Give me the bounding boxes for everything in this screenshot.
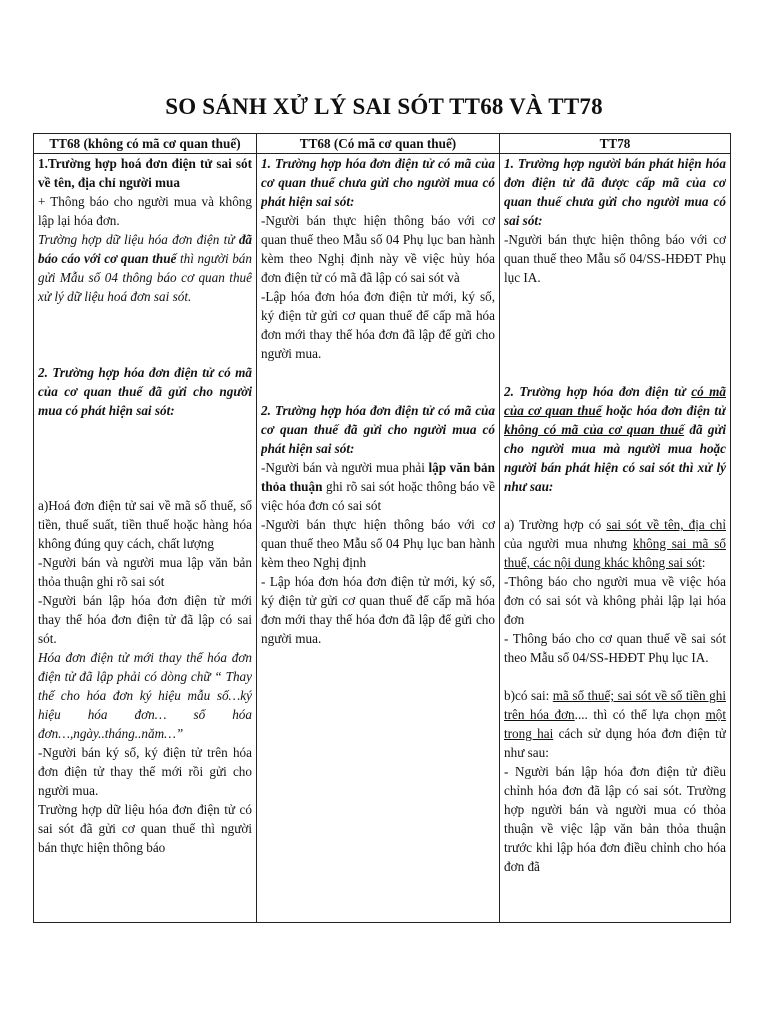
header-tt68-with-code: TT68 (Có mã cơ quan thuế) xyxy=(257,134,500,154)
section2-heading: 2. Trường hợp hóa đơn điện tử có mã của cơ quan thuế đã gửi cho người mua có phát hiện sai sót: xyxy=(261,403,495,456)
comparison-table xyxy=(33,133,731,923)
paragraph: a)Hoá đơn điện tử sai về mã số thuế, số tiền, thuế suất, tiền thuế hoặc hàng hóa không đúng quy cách, chất lượng xyxy=(38,498,252,551)
section1-heading: 1.Trường hợp hoá đơn điện tử sai sót về tên, địa chỉ người mua xyxy=(38,156,252,190)
section2-heading: 2. Trường hợp hóa đơn điện tử có mã của cơ quan thuế hoặc hóa đơn điện tử không có mã của cơ quan thuế đã gửi cho người mua mà người mua hoặc người bán phát hiện có sai sót thì xử lý như sau: xyxy=(504,384,726,494)
paragraph: - Thông báo cho cơ quan thuế về sai sót theo Mẫu số 04/SS-HĐĐT Phụ lục IA. xyxy=(504,631,726,665)
paragraph: -Lập hóa đơn hóa đơn điện tử mới, ký số, ký điện tử gửi cơ quan thuế để cấp mã hóa đơn mới thay thế hóa đơn đã lập để gửi cho người mua. xyxy=(261,289,495,361)
paragraph: -Người bán và người mua lập văn bản thỏa thuận ghi rõ sai sót xyxy=(38,555,252,589)
table-body-row xyxy=(34,154,731,923)
section1-heading: 1. Trường hợp hóa đơn điện tử có mã của cơ quan thuế chưa gửi cho người mua có phát hiện sai sót: xyxy=(261,156,495,209)
paragraph: Trường hợp dữ liệu hóa đơn điện tử đã báo cáo với cơ quan thuế thì người bán gửi Mẫu số 04 thông báo cơ quan thuế xử lý dữ liệu hoá đơn sai sót. xyxy=(38,232,252,304)
header-tt78: TT78 xyxy=(500,134,731,154)
paragraph: a) Trường hợp có sai sót về tên, địa chỉ của người mua nhưng không sai mã số thuế, các nội dung khác không sai sót: xyxy=(504,517,726,570)
paragraph: - Người bán lập hóa đơn điện tử điều chỉnh hóa đơn đã lập có sai sót. Trường hợp người bán và người mua có thỏa thuận về việc lập văn bản thỏa thuận trước khi lập hóa đơn điều chỉnh cho hóa đơn đã xyxy=(504,764,726,874)
header-tt68-no-code: TT68 (không có mã cơ quan thuế) xyxy=(34,134,257,154)
cell-tt78 xyxy=(500,154,731,923)
paragraph: -Người bán thực hiện thông báo với cơ quan thuế theo Mẫu số 04 Phụ lục ban hành kèm theo Nghị định xyxy=(261,517,495,570)
paragraph: b)có sai: mã số thuế; sai sót về số tiền ghi trên hóa đơn.... thì có thể lựa chọn một trong hai cách sử dụng hóa đơn điện tử như sau: xyxy=(504,688,726,760)
paragraph: -Người bán thực hiện thông báo với cơ quan thuế theo Mẫu số 04 Phụ lục ban hành kèm theo Nghị định này về việc hủy hóa đơn điện tử có mã đã lập có sai sót và xyxy=(261,213,495,285)
paragraph: -Người bán lập hóa đơn điện tử mới thay thế hóa đơn điện tử đã lập có sai sót. xyxy=(38,593,252,646)
paragraph: -Người bán thực hiện thông báo với cơ quan thuế theo Mẫu số 04/SS-HĐĐT Phụ lục IA. xyxy=(504,232,726,285)
paragraph: Hóa đơn điện tử mới thay thế hóa đơn điện tử đã lập phải có dòng chữ “ Thay thế cho hóa đơn ký hiệu mẫu số…ký hiệu hóa đơn… số hóa đơn…,ngày..tháng..năm…” xyxy=(38,650,252,741)
paragraph: -Thông báo cho người mua về việc hóa đơn có sai sót và không phải lập lại hóa đơn xyxy=(504,574,726,627)
paragraph: + Thông báo cho người mua và không lập lại hóa đơn. xyxy=(38,194,252,228)
paragraph: - Lập hóa đơn hóa đơn điện tử mới, ký số, ký điện tử gửi cơ quan thuế để cấp mã hóa đơn mới thay thế hóa đơn đã lập để gửi cho người mua. xyxy=(261,574,495,646)
section1-heading: 1. Trường hợp người bán phát hiện hóa đơn điện tử đã được cấp mã của cơ quan thuế chưa gửi cho người mua có sai sót: xyxy=(504,156,726,228)
paragraph: -Người bán ký số, ký điện tử trên hóa đơn điện tử thay thế mới rồi gửi cho người mua. xyxy=(38,745,252,798)
paragraph: Trường hợp dữ liệu hóa đơn điện tử có sai sót đã gửi cơ quan thuế thì người bán thực hiện thông báo xyxy=(38,802,252,855)
page-title: SO SÁNH XỬ LÝ SAI SÓT TT68 VÀ TT78 xyxy=(165,94,603,119)
cell-tt68-no-code xyxy=(34,154,257,923)
table-header-row xyxy=(34,134,731,154)
section2-heading: 2. Trường hợp hóa đơn điện tử có mã của cơ quan thuế đã gửi cho người mua có phát hiện sai sót: xyxy=(38,365,252,418)
cell-tt68-with-code xyxy=(257,154,500,923)
paragraph: -Người bán và người mua phải lập văn bản thỏa thuận ghi rõ sai sót hoặc thông báo về việc hóa đơn có sai sót xyxy=(261,460,495,513)
